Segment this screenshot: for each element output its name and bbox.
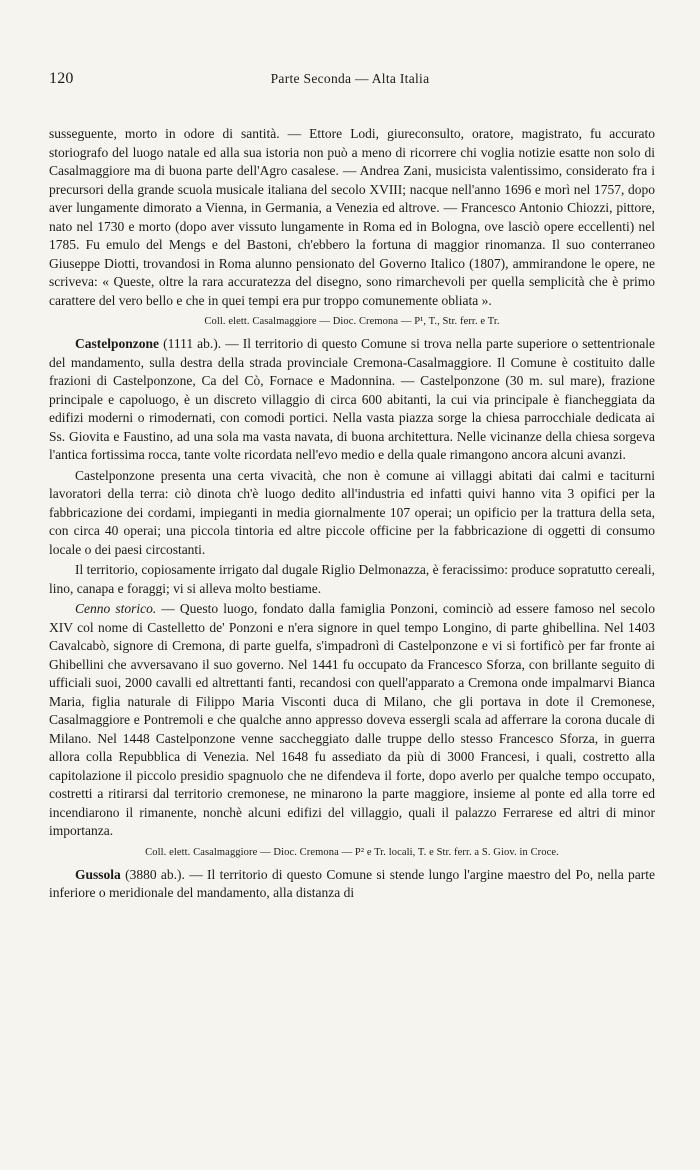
note-gussola: Coll. elett. Casalmaggiore — Dioc. Cremona — P² e Tr. locali, T. e Str. ferr. a S. Giov. in Croce. xyxy=(145,846,559,858)
castelponzone-text-4: — Questo luogo, fondato dalla famiglia Ponzoni, cominciò ad essere famoso nel secolo XIV col nome di Castelletto de' Ponzoni e n'era signore in quel tempo Longino, di parte ghibellina. Nel 1403 Cavalcabò, signore di Cremona, di parte guelfa, s'impadronì di Castelponzone e vi si fortificò per far fronte ai Ghibellini che avversavano il suo governo. Nel 1441 fu occupato da Francesco Sforza, con brillante seguito di ufficiali suoi, 2000 cavalli ed altrettanti fanti, recandosi con quell'apparato a Cremona onde impalmarvi Bianca Maria, figlia naturale di Filippo Maria Visconti duca di Milano, che gli portava in dote il Cremonese, Casalmaggiore e Pontremoli e che qualche anno appresso doveva essergli scala ad afferrare la corona ducale di Milano. Nel 1448 Castelponzone venne saccheggiato dalle truppe dello stesso Francesco Sforza, in guerra allora colla Repubblica di Venezia. Nel 1648 fu assediato da più di 3000 Francesi, i quali, costretto alla capitolazione il piccolo presidio spagnuolo che ne difendeva il forte, dopo averlo per qualche tempo occupato, costretti a ritirarsi dal territorio cremonese, ne minarono la parte maggiore, insieme al ponte ed alla torre ed incendiarono il rimanente, nonchè alcuni edifizi del villaggio, quali il palazzo Ferrarese ed altri di minor importanza. xyxy=(49,601,655,838)
page-number: 120 xyxy=(49,70,74,87)
castelponzone-paragraph-4 xyxy=(49,600,655,841)
running-header: Parte Seconda — Alta Italia xyxy=(270,71,430,86)
page-body xyxy=(49,125,655,903)
entry-title-gussola: Gussola xyxy=(75,866,121,882)
gussola-paragraph-1 xyxy=(49,866,655,903)
castelponzone-paragraph-3: Il territorio, copiosamente irrigato dal dugale Riglio Delmonazza, è feracissimo: produce sopratutto cereali, lino, canapa e foraggi; vi si alleva molto bestiame. xyxy=(49,562,655,596)
note-castelponzone: Coll. elett. Casalmaggiore — Dioc. Cremona — P¹, T., Str. ferr. e Tr. xyxy=(204,316,500,327)
entry-title-castelponzone: Castelponzone xyxy=(75,336,159,351)
castelponzone-text-1: (1111 ab.). — Il territorio di questo Comune si trova nella parte superiore o settentrionale del mandamento, sulla destra della strada provinciale Cremona-Casalmaggiore. Il Comune è costituito dalle frazioni di Castelponzone, Ca del Cò, Fornace e Madonnina. — Castelponzone (30 m. sul mare), frazione principale e capoluogo, è un discreto villaggio di circa 600 abitanti, la cui via principale è fiancheggiata da edifizi moderni o rimodernati, con comodi portici. Nella vasta piazza sorge la chiesa parrocchiale dedicata ai Ss. Giovita e Faustino, ad una sola ma vasta navata, di buona architettura. Nelle vicinanze della chiesa sorgeva l'antica fortissima rocca, tante volte ricordata nell'evo medio e della quale rimangono ancora alcuni avanzi. xyxy=(49,336,655,462)
cenno-storico-label: Cenno storico. xyxy=(75,601,157,616)
castelponzone-paragraph-2: Castelponzone presenta una certa vivacità, che non è comune ai villaggi abitati dai calmi e taciturni lavoratori della terra: ciò dinota ch'è luogo dedito all'industria ed infatti quivi hanno vita 3 opifici per la fabbricazione dei cordami, impieganti in media giornalmente 107 operai; un opificio per la trattura della seta, con circa 40 operai; una piccola tintoria ed altre piccole officine per la fabbricazione di oggetti di consumo locale o dei paesi circostanti. xyxy=(49,467,655,557)
castelponzone-paragraph-1 xyxy=(49,335,655,465)
gussola-text-1: (3880 ab.). — Il territorio di questo Comune si stende lungo l'argine maestro del Po, nella parte inferiore o meridionale del mandamento, alla distanza di xyxy=(49,866,655,900)
intro-paragraph: susseguente, morto in odore di santità. — Ettore Lodi, giureconsulto, oratore, magistrato, fu accurato storiografo del luogo natale ed alla sua istoria non può a meno di ricorrere chi voglia notizie esatte non solo di Casalmaggiore ma di buona parte dell'Agro casalese. — Andrea Zani, musicista valentissimo, considerato fra i precursori della grande scuola musicale italiana del secolo XVIII; nacque nell'anno 1696 e morì nel 1757, dopo aver lungamente dimorato a Vienna, in Germania, a Venezia ed altrove. — Francesco Antonio Chiozzi, pittore, nato nel 1730 e morto (dopo aver vissuto lungamente in Roma ed in Bologna, ove lasciò opere eccellenti) nel 1785. Fu emulo del Mengs e del Bastoni, ch'ebbero la fortuna di maggior rinomanza. Il suo conterraneo Giuseppe Diotti, trovandosi in Roma alunno pensionato del Governo Italico (1807), ammirandone le opere, ne scriveva: « Queste, oltre la rara accuratezza del disegno, sono rimarchevoli per quella semplicità che è primo carattere del vero bello e che in quei tempi era pur troppo comunemente obliata ». xyxy=(49,126,655,308)
